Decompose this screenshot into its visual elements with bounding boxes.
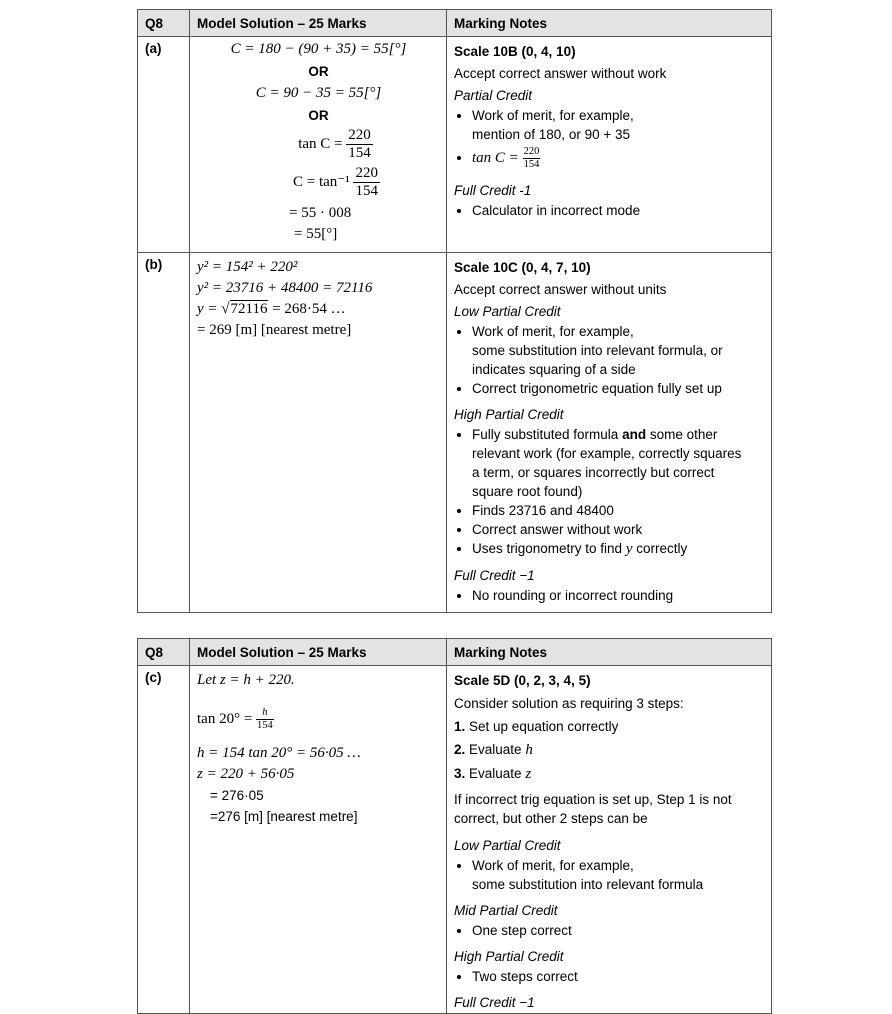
notes-c-mid: Mid Partial Credit: [454, 903, 558, 918]
notes-a-frac: $\frac{220}{154}$: [523, 145, 540, 170]
part-b-label: (b): [138, 253, 190, 613]
sol-c-line5: = 276·05: [210, 788, 264, 803]
sol-b-line4: = 269 [m] [nearest metre]: [197, 322, 352, 338]
notes-b-high-list: [454, 425, 765, 559]
notes-b-full-list: [454, 586, 765, 605]
notes-a-full-list: [454, 201, 765, 220]
marking-table-2: [137, 638, 772, 1014]
header-model-solution: Model Solution – 25 Marks: [190, 10, 447, 37]
sol-a-inv-frac: [353, 165, 380, 200]
notes-a-full: Full Credit -1: [454, 183, 532, 198]
notes-c-step1: 1. Set up equation correctly: [454, 719, 619, 734]
list-item: • Calculator in incorrect mode: [472, 201, 765, 220]
header-question: Q8: [138, 10, 190, 37]
notes-c-step3: 3. Evaluate z: [454, 766, 532, 782]
header-marking-notes: Marking Notes: [447, 639, 772, 666]
notes-a-partial-list: [454, 106, 765, 172]
header-question: Q8: [138, 639, 190, 666]
list-item: • Work of merit, for example, mention of 180, or 90 + 35: [472, 106, 765, 144]
row-part-c: [138, 666, 772, 1014]
notes-b-low: Low Partial Credit: [454, 304, 561, 319]
list-item: • One step correct: [472, 921, 765, 940]
part-c-notes: [447, 666, 772, 1014]
part-a-notes: [447, 37, 772, 253]
sol-a-inv-num: 220: [355, 165, 378, 181]
notes-c-consider: Consider solution as requiring 3 steps:: [454, 696, 684, 711]
notes-c-low-list: [454, 856, 765, 894]
sol-b-line2: y² = 23716 + 48400 = 72116: [197, 280, 373, 296]
marking-table-1: [137, 9, 772, 613]
notes-c-step2: 2. Evaluate h: [454, 742, 533, 758]
list-item: • Work of merit, for example, some substitution into relevant formula: [472, 856, 765, 894]
list-item: • tan C = $\frac{220}{154}$: [472, 144, 765, 172]
sol-a-tan-lhs: tan C =: [298, 135, 343, 152]
header-marking-notes: Marking Notes: [447, 10, 772, 37]
sol-c-line3: h = 154 tan 20° = 56·05 …: [197, 745, 361, 761]
sol-c-tan: tan 20° = $\frac{h}{154}$: [197, 707, 273, 731]
notes-c-low: Low Partial Credit: [454, 838, 561, 853]
notes-a-partial: Partial Credit: [454, 88, 533, 103]
sol-c-line6: =276 [m] [nearest metre]: [210, 809, 358, 824]
part-c-solution: [190, 666, 447, 1014]
list-item: • Work of merit, for example, some substitution into relevant formula, or indicates squaring of a side: [472, 322, 765, 379]
notes-b-scale: Scale 10C (0, 4, 7, 10): [454, 260, 591, 275]
notes-c-if: If incorrect trig equation is set up, Step 1 is not correct, but other 2 steps can be: [454, 792, 732, 826]
notes-b-accept: Accept correct answer without units: [454, 282, 667, 297]
notes-c-full: Full Credit −1: [454, 995, 535, 1010]
sol-a-line5: = 55 · 008: [289, 205, 352, 221]
list-item: • No rounding or incorrect rounding: [472, 586, 765, 605]
row-part-a: [138, 37, 772, 253]
sol-a-line2: C = 90 − 35 = 55[°]: [255, 85, 382, 101]
notes-c-high: High Partial Credit: [454, 949, 564, 964]
sol-b-line1: y² = 154² + 220²: [197, 259, 298, 275]
list-item: • Two steps correct: [472, 967, 765, 986]
notes-c-high-list: [454, 967, 765, 986]
part-b-notes: [447, 253, 772, 613]
sol-c-line4: z = 220 + 56·05: [197, 766, 295, 782]
sol-a-or2: OR: [308, 108, 329, 123]
part-a-solution: [190, 37, 447, 253]
sol-a-inv-den: 154: [355, 183, 378, 199]
sol-a-tan: [197, 127, 440, 165]
list-item: • Correct answer without work: [472, 520, 765, 539]
notes-c-scale: Scale 5D (0, 2, 3, 4, 5): [454, 673, 591, 688]
sol-a-line6: = 55[°]: [294, 226, 338, 242]
notes-a-accept: Accept correct answer without work: [454, 66, 667, 81]
list-item: • Fully substituted formula and some other relevant work (for example, correctly squares a term, or squares incorrectly but correct square root found): [472, 425, 765, 501]
notes-b-full: Full Credit −1: [454, 568, 535, 583]
list-item: • Uses trigonometry to find y correctly: [472, 539, 765, 559]
sol-a-tan-frac: [346, 127, 373, 162]
list-item: • Correct trigonometric equation fully set up: [472, 379, 765, 398]
notes-b-high: High Partial Credit: [454, 407, 564, 422]
sol-c-tan-frac: $\frac{h}{154}$: [257, 707, 273, 731]
sol-a-inverse: [197, 165, 440, 203]
part-a-label: (a): [138, 37, 190, 253]
row-part-b: [138, 253, 772, 613]
table-header-row: [138, 10, 772, 37]
header-model-solution: Model Solution – 25 Marks: [190, 639, 447, 666]
part-c-label: (c): [138, 666, 190, 1014]
sol-c-line1: Let z = h + 220.: [197, 672, 295, 688]
notes-c-mid-list: [454, 921, 765, 940]
sol-b-line3: y = √72116 = 268·54 …: [197, 301, 346, 317]
sol-a-inv-lhs: C = tan⁻¹: [293, 173, 350, 190]
sol-a-or1: OR: [308, 64, 329, 79]
part-b-solution: [190, 253, 447, 613]
sol-a-tan-num: 220: [348, 127, 371, 143]
notes-a-scale: Scale 10B (0, 4, 10): [454, 44, 576, 59]
list-item: • Finds 23716 and 48400: [472, 501, 765, 520]
sol-a-line1: C = 180 − (90 + 35) = 55[°]: [230, 41, 407, 57]
sol-a-tan-den: 154: [348, 145, 371, 161]
table-header-row: [138, 639, 772, 666]
notes-b-low-list: [454, 322, 765, 398]
